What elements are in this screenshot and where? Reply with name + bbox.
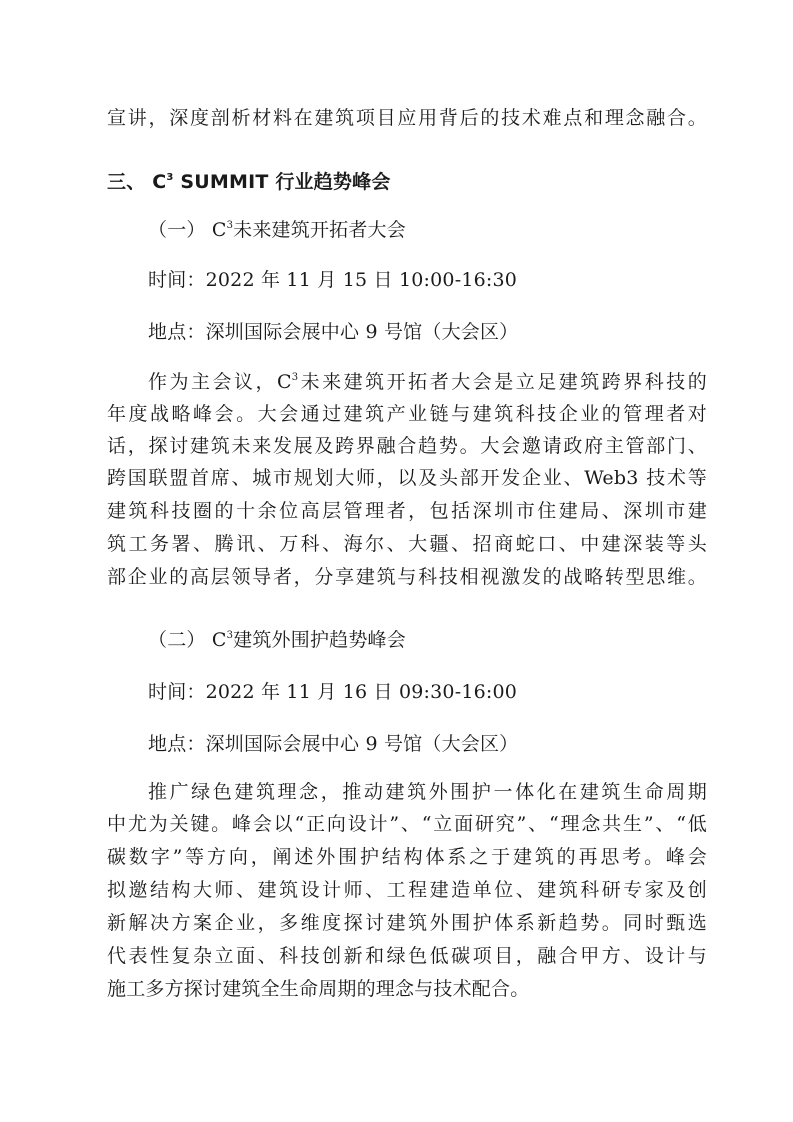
superscript: 3 xyxy=(166,172,174,183)
paragraph-line: 跨国联盟首席、城市规划大师，以及头部开发企业、Web3 技术等 xyxy=(107,467,707,489)
paragraph-line: 筑工务署、腾讯、万科、海尔、大疆、招商蛇口、中建深装等头 xyxy=(107,533,707,555)
event-place-1: 地点：深圳国际会展中心 9 号馆（大会区） xyxy=(148,321,519,343)
event-time-2: 时间：2022 年 11 月 16 日 09:30-16:00 xyxy=(148,681,518,703)
paragraph-line: 中尤为关键。峰会以“正向设计”、“立面研究”、“理念共生”、“低 xyxy=(107,813,707,835)
event-time-1: 时间：2022 年 11 月 15 日 10:00-16:30 xyxy=(148,269,518,291)
subsection-heading-2: （二） $C^3$建筑外围护趋势峰会 xyxy=(148,629,406,651)
subsection-heading-1: （一） $C^3$未来建筑开拓者大会 xyxy=(148,219,406,241)
superscript: 3 xyxy=(226,220,234,231)
superscript: 3 xyxy=(226,630,234,641)
paragraph-line: 作为主会议，$C^3$未来建筑开拓者大会是立足建筑跨界科技的 xyxy=(148,371,707,393)
paragraph-line: 代表性复杂立面、科技创新和绿色低碳项目，融合甲方、设计与 xyxy=(107,945,707,967)
paragraph-line: 新解决方案企业，多维度探讨建筑外围护体系新趋势。同时甄选 xyxy=(107,912,707,934)
paragraph-line: 碳数字”等方向，阐述外围护结构体系之于建筑的再思考。峰会 xyxy=(107,846,707,868)
section-heading: 三、 $C^3$ SUMMIT 行业趋势峰会 xyxy=(107,171,391,193)
paragraph-line: 部企业的高层领导者，分享建筑与科技相视激发的战略转型思维。 xyxy=(107,566,707,588)
paragraph-line: 建筑科技圈的十余位高层管理者，包括深圳市住建局、深圳市建 xyxy=(107,500,707,522)
paragraph-line: 拟邀结构大师、建筑设计师、工程建造单位、建筑科研专家及创 xyxy=(107,879,707,901)
paragraph-line: 年度战略峰会。大会通过建筑产业链与建筑科技企业的管理者对 xyxy=(107,403,707,425)
paragraph-line: 话，探讨建筑未来发展及跨界融合趋势。大会邀请政府主管部门、 xyxy=(107,435,707,457)
paragraph-line: 施工多方探讨建筑全生命周期的理念与技术配合。 xyxy=(107,978,530,1000)
paragraph-line: 推广绿色建筑理念，推动建筑外围护一体化在建筑生命周期 xyxy=(148,781,707,803)
paragraph-line: 宣讲，深度剖析材料在建筑项目应用背后的技术难点和理念融合。 xyxy=(107,107,707,129)
event-place-2: 地点：深圳国际会展中心 9 号馆（大会区） xyxy=(148,733,519,755)
superscript: 3 xyxy=(291,372,299,383)
